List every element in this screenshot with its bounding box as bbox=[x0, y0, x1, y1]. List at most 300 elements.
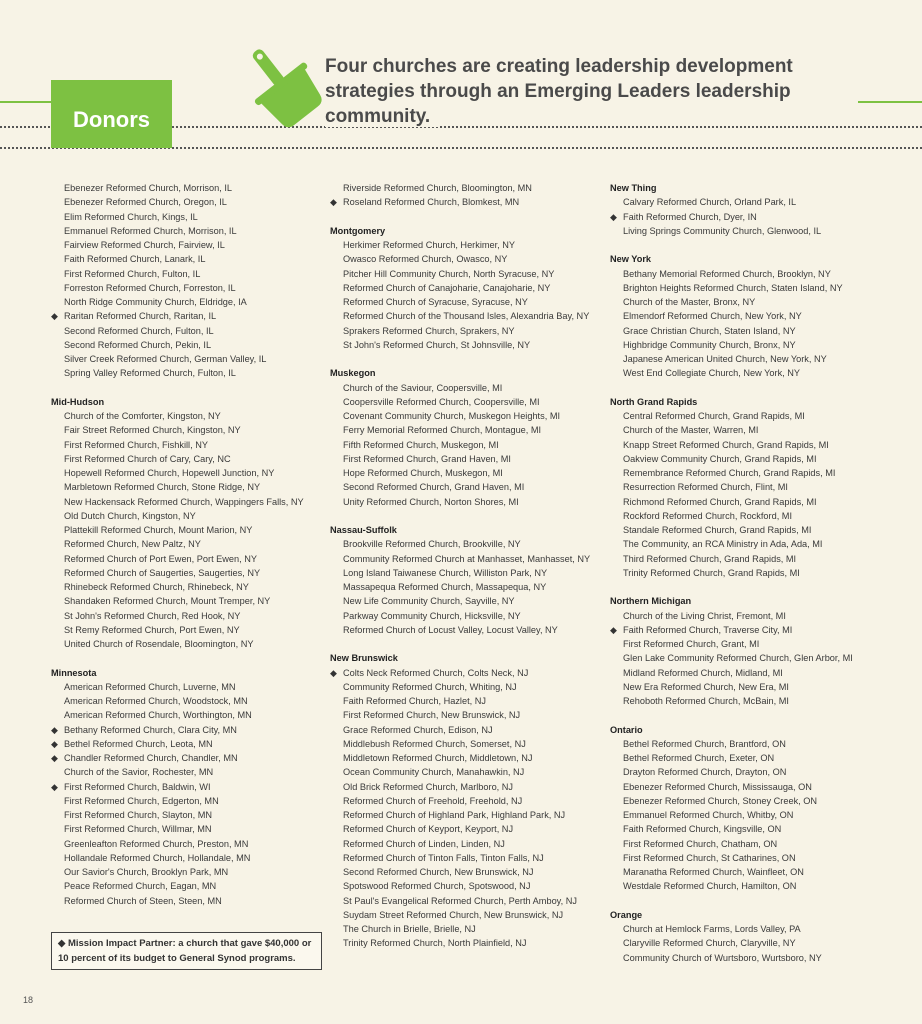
saucepan-icon bbox=[242, 40, 322, 130]
diamond-icon: ◆ bbox=[51, 311, 58, 322]
donor-name: Reformed Church of Linden, Linden, NJ bbox=[343, 838, 505, 849]
donor-name: Reformed Church of Highland Park, Highland Park, NJ bbox=[343, 810, 566, 820]
donor-name: Raritan Reformed Church, Raritan, IL bbox=[64, 311, 217, 322]
donor-entry bbox=[610, 808, 910, 822]
donor-name: Bethel Reformed Church, Brantford, ON bbox=[623, 738, 786, 749]
donor-name: First Reformed Church, Edgerton, MN bbox=[64, 795, 219, 806]
donor-name: Middlebush Reformed Church, Somerset, NJ bbox=[343, 738, 526, 749]
donor-name: Spotswood Reformed Church, Spotswood, NJ bbox=[343, 881, 531, 892]
donor-name: Chandler Reformed Church, Chandler, MN bbox=[64, 753, 238, 763]
donor-entry bbox=[330, 922, 605, 936]
headline-text: Four churches are creating leadership development strategies through an Emerging Leaders leadership community. bbox=[325, 56, 793, 127]
donor-name: American Reformed Church, Worthington, MN bbox=[64, 710, 252, 721]
donor-name: First Reformed Church, Grant, MI bbox=[623, 639, 760, 649]
donor-name: Bethany Reformed Church, Clara City, MN bbox=[64, 724, 237, 735]
donor-entry bbox=[51, 637, 321, 651]
donor-entry bbox=[51, 195, 321, 209]
donor-name: Bethany Memorial Reformed Church, Brooklyn, NY bbox=[623, 268, 831, 279]
donor-entry bbox=[610, 324, 910, 338]
donor-name: First Reformed Church of Cary, Cary, NC bbox=[64, 453, 231, 464]
region-heading: Montgomery bbox=[330, 225, 386, 236]
donors-tab-label: Donors bbox=[73, 107, 150, 132]
donor-name: First Reformed Church, Grand Haven, MI bbox=[343, 453, 511, 464]
donor-name: Faith Reformed Church, Hazlet, NJ bbox=[343, 696, 486, 706]
donor-entry bbox=[51, 452, 321, 466]
donor-name: St Remy Reformed Church, Port Ewen, NY bbox=[64, 624, 240, 635]
donor-name: Reformed Church of Port Ewen, Port Ewen, NY bbox=[64, 553, 258, 564]
donor-entry bbox=[330, 822, 605, 836]
donor-entry bbox=[330, 252, 605, 266]
donor-name: Reformed Church of Canajoharie, Canajoharie, NY bbox=[343, 282, 551, 293]
donor-entry bbox=[610, 637, 910, 651]
donor-name: New Era Reformed Church, New Era, MI bbox=[623, 681, 789, 692]
donor-entry bbox=[330, 780, 605, 794]
donor-entry bbox=[610, 509, 910, 523]
donor-name: Owasco Reformed Church, Owasco, NY bbox=[343, 254, 508, 265]
donor-entry bbox=[610, 794, 910, 808]
donor-entry bbox=[330, 438, 605, 452]
donor-name: First Reformed Church, Fulton, IL bbox=[64, 268, 201, 279]
donor-name: United Church of Rosendale, Bloomington, NY bbox=[64, 639, 254, 649]
donor-entry bbox=[330, 765, 605, 779]
donor-name: First Reformed Church, St Catharines, ON bbox=[623, 852, 796, 863]
donor-entry bbox=[330, 694, 605, 708]
donor-name: Ebenezer Reformed Church, Morrison, IL bbox=[64, 183, 232, 193]
donor-entry bbox=[51, 495, 321, 509]
donor-name: Riverside Reformed Church, Bloomington, MN bbox=[343, 183, 532, 193]
section-gap bbox=[610, 381, 910, 395]
donor-entry bbox=[330, 666, 605, 680]
donor-entry bbox=[51, 295, 321, 309]
donor-name: Faith Reformed Church, Dyer, IN bbox=[623, 211, 757, 222]
donor-name: Covenant Community Church, Muskegon Heights, MI bbox=[343, 411, 561, 421]
donor-name: Rhinebeck Reformed Church, Rhinebeck, NY bbox=[64, 582, 249, 592]
donor-entry bbox=[610, 409, 910, 423]
headline bbox=[325, 54, 855, 129]
donor-entry bbox=[610, 694, 910, 708]
donor-name: Reformed Church, New Paltz, NY bbox=[64, 539, 201, 550]
donor-name: First Reformed Church, Willmar, MN bbox=[64, 824, 212, 835]
donor-column-1 bbox=[51, 181, 321, 908]
donor-entry bbox=[51, 751, 321, 765]
region-heading: New Brunswick bbox=[330, 653, 398, 664]
donor-name: Fairview Reformed Church, Fairview, IL bbox=[64, 240, 225, 250]
diamond-icon: ◆ bbox=[51, 724, 58, 735]
donor-name: First Reformed Church, New Brunswick, NJ bbox=[343, 710, 521, 721]
donor-name: North Ridge Community Church, Eldridge, IA bbox=[64, 297, 247, 307]
header-rule-left bbox=[0, 101, 51, 103]
diamond-icon: ◆ bbox=[330, 197, 337, 208]
donor-entry bbox=[610, 438, 910, 452]
donor-entry bbox=[330, 466, 605, 480]
donor-name: Second Reformed Church, Grand Haven, MI bbox=[343, 482, 525, 493]
donor-entry bbox=[51, 309, 321, 323]
donor-name: Old Brick Reformed Church, Marlboro, NJ bbox=[343, 781, 514, 792]
donor-name: Second Reformed Church, Pekin, IL bbox=[64, 339, 212, 350]
donor-entry bbox=[51, 210, 321, 224]
donor-name: Reformed Church of Freehold, Freehold, NJ bbox=[343, 795, 523, 806]
donor-entry bbox=[330, 238, 605, 252]
donor-name: Highbridge Community Church, Bronx, NY bbox=[623, 339, 796, 350]
donor-name: Community Reformed Church at Manhasset, Manhasset, NY bbox=[343, 553, 591, 564]
donor-name: Ferry Memorial Reformed Church, Montague, MI bbox=[343, 425, 542, 436]
region-heading: North Grand Rapids bbox=[610, 396, 698, 407]
donor-entry bbox=[51, 865, 321, 879]
donor-name: Maranatha Reformed Church, Wainfleet, ON bbox=[623, 867, 804, 877]
region-heading: Nassau-Suffolk bbox=[330, 525, 397, 535]
diamond-icon: ◆ bbox=[610, 211, 617, 222]
donor-entry bbox=[51, 523, 321, 537]
donor-name: Trinity Reformed Church, Grand Rapids, MI bbox=[623, 567, 800, 578]
donor-name: St John's Reformed Church, Red Hook, NY bbox=[64, 610, 241, 621]
donor-entry bbox=[330, 680, 605, 694]
donor-name: Faith Reformed Church, Lanark, IL bbox=[64, 254, 206, 265]
donor-entry bbox=[330, 281, 605, 295]
section-gap bbox=[610, 238, 910, 252]
donor-entry bbox=[51, 808, 321, 822]
donor-entry bbox=[610, 680, 910, 694]
donor-entry bbox=[610, 609, 910, 623]
donor-name: St John's Reformed Church, St Johnsville, NY bbox=[343, 339, 531, 350]
donor-name: Calvary Reformed Church, Orland Park, IL bbox=[623, 197, 797, 208]
donor-name: Peace Reformed Church, Eagan, MN bbox=[64, 881, 217, 892]
donor-entry bbox=[610, 480, 910, 494]
donor-entry bbox=[51, 352, 321, 366]
donor-name: Spring Valley Reformed Church, Fulton, IL bbox=[64, 368, 236, 379]
donor-name: Brookville Reformed Church, Brookville, NY bbox=[343, 539, 521, 550]
donor-name: Reformed Church of the Thousand Isles, Alexandria Bay, NY bbox=[343, 311, 590, 322]
donor-entry bbox=[330, 480, 605, 494]
donor-entry bbox=[330, 723, 605, 737]
donor-name: Ebenezer Reformed Church, Mississauga, ON bbox=[623, 781, 812, 792]
donor-name: New Hackensack Reformed Church, Wappingers Falls, NY bbox=[64, 496, 304, 507]
donor-name: Grace Christian Church, Staten Island, NY bbox=[623, 325, 796, 336]
legend-box bbox=[51, 932, 322, 970]
donor-entry bbox=[330, 395, 605, 409]
donor-name: Church of the Comforter, Kingston, NY bbox=[64, 411, 221, 421]
header-rule-right bbox=[858, 101, 922, 103]
donor-entry bbox=[51, 438, 321, 452]
donor-name: Sprakers Reformed Church, Sprakers, NY bbox=[343, 325, 515, 336]
donor-entry bbox=[330, 851, 605, 865]
donor-name: Reformed Church of Tinton Falls, Tinton Falls, NJ bbox=[343, 852, 544, 863]
donor-entry bbox=[330, 381, 605, 395]
donor-column-2 bbox=[330, 181, 605, 951]
donor-name: Rockford Reformed Church, Rockford, MI bbox=[623, 510, 793, 521]
donor-name: Knapp Street Reformed Church, Grand Rapids, MI bbox=[623, 439, 829, 450]
section-gap bbox=[330, 210, 605, 224]
donor-entry bbox=[610, 780, 910, 794]
donor-entry bbox=[610, 865, 910, 879]
donor-entry bbox=[610, 423, 910, 437]
donor-entry bbox=[610, 452, 910, 466]
donor-entry bbox=[51, 552, 321, 566]
donor-entry bbox=[51, 509, 321, 523]
donor-entry bbox=[610, 951, 910, 965]
donor-entry bbox=[51, 851, 321, 865]
donor-entry bbox=[51, 324, 321, 338]
donor-entry bbox=[330, 609, 605, 623]
donor-name: Community Church of Wurtsboro, Wurtsboro, NY bbox=[623, 952, 822, 963]
donor-name: Remembrance Reformed Church, Grand Rapids, MI bbox=[623, 468, 836, 478]
section-gap bbox=[610, 894, 910, 908]
donor-entry bbox=[330, 309, 605, 323]
donor-entry bbox=[330, 452, 605, 466]
section-gap bbox=[330, 637, 605, 651]
diamond-icon: ◆ bbox=[51, 738, 58, 749]
donor-name: Fifth Reformed Church, Muskegon, MI bbox=[343, 439, 499, 450]
donor-name: Living Springs Community Church, Glenwood, IL bbox=[623, 225, 822, 236]
donor-name: Standale Reformed Church, Grand Rapids, MI bbox=[623, 525, 812, 535]
donor-name: Parkway Community Church, Hicksville, NY bbox=[343, 610, 521, 621]
donor-name: Hollandale Reformed Church, Hollandale, MN bbox=[64, 852, 251, 863]
donor-name: Plattekill Reformed Church, Mount Marion, NY bbox=[64, 525, 253, 535]
donor-entry bbox=[330, 580, 605, 594]
donor-name: Colts Neck Reformed Church, Colts Neck, NJ bbox=[343, 667, 529, 678]
region-heading: Minnesota bbox=[51, 667, 97, 678]
donor-name: Massapequa Reformed Church, Massapequa, NY bbox=[343, 582, 547, 592]
donor-entry bbox=[330, 324, 605, 338]
donor-name: Elmendorf Reformed Church, New York, NY bbox=[623, 311, 802, 322]
section-gap bbox=[610, 580, 910, 594]
diamond-icon: ◆ bbox=[610, 624, 617, 635]
region-heading: Mid-Hudson bbox=[51, 396, 105, 407]
donor-name: First Reformed Church, Fishkill, NY bbox=[64, 439, 208, 450]
donor-name: Third Reformed Church, Grand Rapids, MI bbox=[623, 553, 797, 564]
donor-entry bbox=[610, 281, 910, 295]
region-heading: New Thing bbox=[610, 183, 657, 193]
donor-entry bbox=[330, 894, 605, 908]
donor-entry bbox=[610, 851, 910, 865]
donor-entry bbox=[330, 295, 605, 309]
donor-entry bbox=[51, 594, 321, 608]
donor-name: Ebenezer Reformed Church, Oregon, IL bbox=[64, 197, 227, 208]
donors-tab bbox=[51, 80, 172, 148]
donor-name: Oakview Community Church, Grand Rapids, MI bbox=[623, 453, 817, 464]
donor-name: Silver Creek Reformed Church, German Valley, IL bbox=[64, 354, 267, 364]
donor-entry bbox=[51, 708, 321, 722]
donor-entry bbox=[610, 879, 910, 893]
donor-entry bbox=[330, 837, 605, 851]
donor-entry bbox=[330, 552, 605, 566]
donor-name: Grace Reformed Church, Edison, NJ bbox=[343, 724, 493, 735]
donor-name: Reformed Church of Locust Valley, Locust Valley, NY bbox=[343, 624, 558, 635]
donor-entry bbox=[330, 936, 605, 950]
donor-entry bbox=[51, 822, 321, 836]
region-heading: Muskegon bbox=[330, 368, 376, 379]
donor-entry bbox=[51, 879, 321, 893]
donor-entry bbox=[51, 181, 321, 195]
donor-name: Our Savior's Church, Brooklyn Park, MN bbox=[64, 867, 229, 877]
diamond-icon: ◆ bbox=[330, 667, 337, 678]
donor-name: First Reformed Church, Baldwin, WI bbox=[64, 781, 211, 792]
donor-entry bbox=[51, 423, 321, 437]
donor-entry bbox=[330, 594, 605, 608]
region-heading: Northern Michigan bbox=[610, 596, 692, 607]
donor-name: Greenleafton Reformed Church, Preston, MN bbox=[64, 838, 249, 849]
donor-name: Old Dutch Church, Kingston, NY bbox=[64, 510, 196, 521]
donor-entry bbox=[51, 281, 321, 295]
donor-name: American Reformed Church, Woodstock, MN bbox=[64, 696, 248, 706]
region-heading: Ontario bbox=[610, 724, 643, 735]
donor-entry bbox=[610, 751, 910, 765]
donor-entry bbox=[610, 566, 910, 580]
donor-name: West End Collegiate Church, New York, NY bbox=[623, 368, 801, 379]
donor-name: Unity Reformed Church, Norton Shores, MI bbox=[343, 496, 519, 507]
donor-entry bbox=[330, 566, 605, 580]
donor-name: American Reformed Church, Luverne, MN bbox=[64, 681, 236, 692]
donor-name: Suydam Street Reformed Church, New Brunswick, NJ bbox=[343, 909, 564, 920]
donor-name: Claryville Reformed Church, Claryville, NY bbox=[623, 938, 796, 949]
donor-name: Trinity Reformed Church, North Plainfield, NJ bbox=[343, 938, 527, 949]
donor-entry bbox=[51, 224, 321, 238]
donor-entry bbox=[610, 922, 910, 936]
donor-name: Fair Street Reformed Church, Kingston, NY bbox=[64, 425, 241, 436]
donor-entry bbox=[330, 794, 605, 808]
donor-name: Ebenezer Reformed Church, Stoney Creek, ON bbox=[623, 795, 818, 806]
donor-entry bbox=[610, 295, 910, 309]
donor-name: First Reformed Church, Chatham, ON bbox=[623, 838, 778, 849]
donor-entry bbox=[330, 908, 605, 922]
donor-entry bbox=[330, 751, 605, 765]
donor-name: Midland Reformed Church, Midland, MI bbox=[623, 667, 783, 678]
donor-entry bbox=[51, 609, 321, 623]
donor-name: Herkimer Reformed Church, Herkimer, NY bbox=[343, 240, 516, 250]
donor-name: Faith Reformed Church, Kingsville, ON bbox=[623, 824, 782, 835]
donor-entry bbox=[330, 737, 605, 751]
donor-name: Hopewell Reformed Church, Hopewell Junction, NY bbox=[64, 468, 275, 478]
donor-entry bbox=[610, 195, 910, 209]
donor-name: Forreston Reformed Church, Forreston, IL bbox=[64, 282, 236, 293]
donor-entry bbox=[610, 623, 910, 637]
donor-entry bbox=[610, 651, 910, 665]
donor-entry bbox=[610, 765, 910, 779]
donor-entry bbox=[610, 466, 910, 480]
donor-entry bbox=[51, 252, 321, 266]
donor-entry bbox=[610, 737, 910, 751]
donor-name: Faith Reformed Church, Traverse City, MI bbox=[623, 624, 793, 635]
donor-name: Church of the Living Christ, Fremont, MI bbox=[623, 610, 786, 621]
donor-name: Reformed Church of Saugerties, Saugerties, NY bbox=[64, 567, 261, 578]
donor-entry bbox=[51, 566, 321, 580]
donor-name: Church of the Master, Warren, MI bbox=[623, 425, 759, 436]
donor-entry bbox=[610, 495, 910, 509]
donor-name: Pitcher Hill Community Church, North Syracuse, NY bbox=[343, 268, 555, 279]
donor-name: Westdale Reformed Church, Hamilton, ON bbox=[623, 881, 797, 892]
donor-entry bbox=[610, 523, 910, 537]
donor-name: Bethel Reformed Church, Leota, MN bbox=[64, 738, 213, 749]
donor-name: Brighton Heights Reformed Church, Staten Island, NY bbox=[623, 282, 843, 293]
donor-entry bbox=[51, 737, 321, 751]
diamond-icon: ◆ bbox=[58, 938, 66, 949]
donor-name: Glen Lake Community Reformed Church, Glen Arbor, MI bbox=[623, 653, 853, 664]
section-gap bbox=[610, 708, 910, 722]
donor-entry bbox=[330, 423, 605, 437]
donor-entry bbox=[610, 936, 910, 950]
donor-entry bbox=[610, 552, 910, 566]
donor-name: St Paul's Evangelical Reformed Church, Perth Amboy, NJ bbox=[343, 895, 577, 906]
donor-name: Elim Reformed Church, Kings, IL bbox=[64, 211, 198, 222]
donor-entry bbox=[330, 537, 605, 551]
donor-entry bbox=[51, 723, 321, 737]
donor-entry bbox=[51, 366, 321, 380]
donor-entry bbox=[51, 694, 321, 708]
region-heading: Orange bbox=[610, 909, 643, 920]
donor-name: Roseland Reformed Church, Blomkest, MN bbox=[343, 197, 520, 208]
donor-entry bbox=[330, 495, 605, 509]
donor-name: Second Reformed Church, New Brunswick, NJ bbox=[343, 867, 534, 877]
donor-entry bbox=[610, 309, 910, 323]
donor-entry bbox=[610, 537, 910, 551]
donor-name: Reformed Church of Keyport, Keyport, NJ bbox=[343, 824, 514, 835]
donor-entry bbox=[610, 666, 910, 680]
donor-entry bbox=[51, 765, 321, 779]
donor-entry bbox=[51, 580, 321, 594]
donor-entry bbox=[330, 865, 605, 879]
donor-entry bbox=[51, 480, 321, 494]
donor-entry bbox=[330, 708, 605, 722]
donor-entry bbox=[610, 352, 910, 366]
donor-name: Ocean Community Church, Manahawkin, NJ bbox=[343, 767, 525, 778]
donor-entry bbox=[51, 466, 321, 480]
donor-entry bbox=[330, 808, 605, 822]
donor-name: Church at Hemlock Farms, Lords Valley, PA bbox=[623, 924, 801, 934]
donor-entry bbox=[51, 680, 321, 694]
donor-entry bbox=[51, 894, 321, 908]
donor-entry bbox=[51, 238, 321, 252]
donor-name: Long Island Taiwanese Church, Williston Park, NY bbox=[343, 567, 548, 578]
section-gap bbox=[330, 509, 605, 523]
donor-name: The Community, an RCA Ministry in Ada, Ada, MI bbox=[623, 539, 823, 550]
donor-name: Resurrection Reformed Church, Flint, MI bbox=[623, 482, 788, 493]
donor-entry bbox=[610, 366, 910, 380]
donor-name: Middletown Reformed Church, Middletown, NJ bbox=[343, 753, 533, 763]
donor-name: Drayton Reformed Church, Drayton, ON bbox=[623, 767, 787, 778]
donor-entry bbox=[51, 338, 321, 352]
donor-name: Community Reformed Church, Whiting, NJ bbox=[343, 681, 517, 692]
donor-name: Hope Reformed Church, Muskegon, MI bbox=[343, 468, 503, 478]
donor-entry bbox=[610, 338, 910, 352]
section-gap bbox=[51, 651, 321, 665]
donor-entry bbox=[51, 837, 321, 851]
section-gap bbox=[51, 381, 321, 395]
donor-name: Central Reformed Church, Grand Rapids, MI bbox=[623, 411, 805, 421]
donor-name: First Reformed Church, Slayton, MN bbox=[64, 810, 213, 820]
region-heading: New York bbox=[610, 254, 652, 265]
donor-name: Second Reformed Church, Fulton, IL bbox=[64, 325, 214, 336]
donor-name: Coopersville Reformed Church, Coopersville, MI bbox=[343, 396, 540, 407]
donor-entry bbox=[51, 537, 321, 551]
donor-entry bbox=[330, 409, 605, 423]
donor-entry bbox=[51, 794, 321, 808]
donor-entry bbox=[330, 267, 605, 281]
donor-entry bbox=[610, 224, 910, 238]
diamond-icon: ◆ bbox=[51, 781, 58, 792]
donor-entry bbox=[330, 195, 605, 209]
donor-name: Emmanuel Reformed Church, Whitby, ON bbox=[623, 810, 794, 820]
donor-entry bbox=[330, 181, 605, 195]
donor-name: Shandaken Reformed Church, Mount Tremper, NY bbox=[64, 596, 271, 607]
page-number: 18 bbox=[23, 995, 34, 1005]
diamond-icon: ◆ bbox=[51, 753, 58, 763]
donor-entry bbox=[610, 822, 910, 836]
donor-entry bbox=[610, 267, 910, 281]
donor-entry bbox=[51, 780, 321, 794]
donor-name: New Life Community Church, Sayville, NY bbox=[343, 596, 515, 607]
donor-entry bbox=[610, 210, 910, 224]
legend-text: Mission Impact Partner: a church that gave $40,000 or 10 percent of its budget to General Synod programs. bbox=[58, 938, 312, 964]
donor-name: Emmanuel Reformed Church, Morrison, IL bbox=[64, 225, 237, 236]
